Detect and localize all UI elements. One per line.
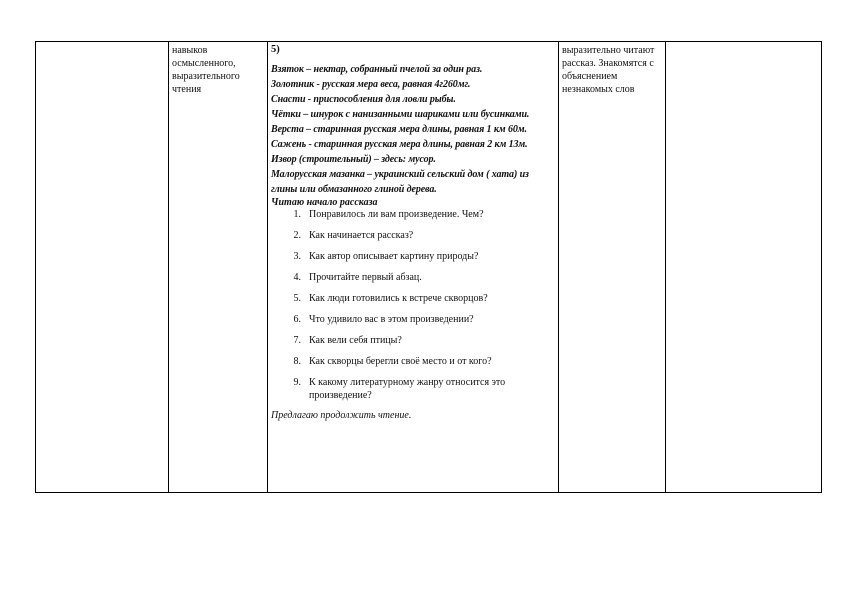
list-item: 4. Прочитайте первый абзац. [293, 272, 422, 283]
vocabulary-item: Верста – старинная русская мера длины, равная 1 км 60м. [271, 124, 527, 135]
question-list [271, 208, 555, 402]
list-item: 8. Как скворцы берегли своё место и от кого? [293, 356, 492, 367]
table-row [36, 42, 822, 493]
vocabulary-item: Извор (строительный) – здесь: мусор. [271, 154, 436, 165]
vocabulary-item: Взяток – нектар, собранный пчелой за один раз. [271, 64, 483, 75]
list-item: 9. К какому литературному жанру относится это произведение? [293, 377, 506, 401]
lesson-plan-table [35, 41, 822, 493]
continue-reading-note: Предлагаю продолжить чтение. [271, 410, 412, 421]
step-number: 5) [271, 44, 280, 55]
list-item: 5. Как люди готовились к встрече скворцов? [293, 293, 488, 304]
cell-stage [36, 42, 169, 493]
cell-teacher-activity [268, 42, 559, 493]
list-item: 2. Как начинается рассказ? [293, 230, 414, 241]
vocabulary-item: Снасти - приспособления для ловли рыбы. [271, 94, 456, 105]
vocabulary-list [271, 62, 555, 197]
vocabulary-item: Малорусская мазанка – украинский сельский дом ( хата) из глины или обмазанного глиной дерева. [271, 169, 529, 195]
list-item: 6. Что удивило вас в этом произведении? [293, 314, 474, 325]
cell-notes [666, 42, 822, 493]
vocabulary-item: Сажень - старинная русская мера длины, равная 2 км 13м. [271, 139, 528, 150]
reading-lead: Читаю начало рассказа [271, 197, 378, 208]
list-item: 1. Понравилось ли вам произведение. Чем? [293, 209, 484, 220]
cell-goals: навыков осмысленного, выразительного чтения [169, 42, 268, 493]
vocabulary-item: Чётки – шнурок с нанизанными шариками или бусинками. [271, 109, 530, 120]
list-item: 7. Как вели себя птицы? [293, 335, 402, 346]
cell-student-activity: выразительно читают рассказ. Знакомятся с объяснением незнакомых слов [559, 42, 666, 493]
vocabulary-item: Золотник - русская мера веса, равная 4г260мг. [271, 79, 471, 90]
list-item: 3. Как автор описывает картину природы? [293, 251, 479, 262]
